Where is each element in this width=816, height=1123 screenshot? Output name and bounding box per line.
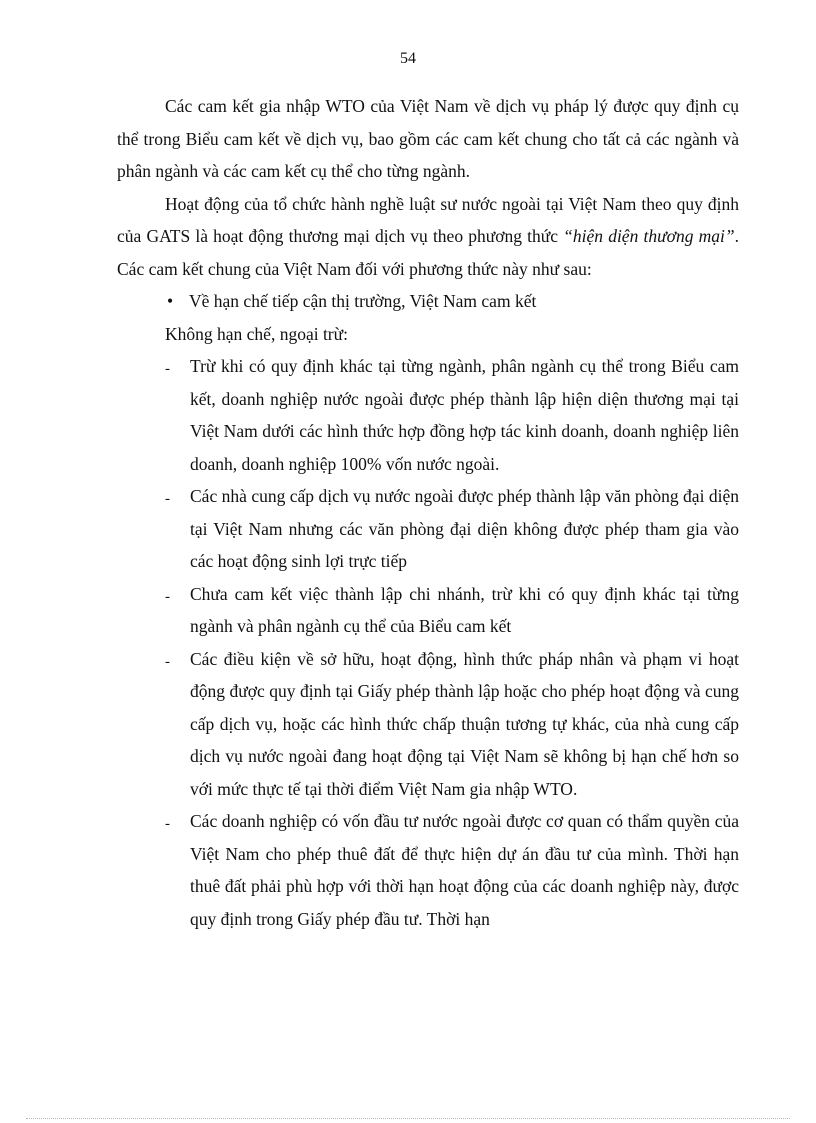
italic-term: “hiện diện thương mại” — [563, 226, 735, 246]
paragraph-text-start: Hoạt động của tổ chức hành nghề luật sư nước ngoài tại Việt Nam theo quy định của GATS là hoạt động thương mại dịch vụ theo phương thức — [117, 193, 739, 246]
list-item — [117, 805, 739, 935]
page-body — [117, 90, 739, 935]
paragraph-text-end: . Các cam kết chung của Việt Nam đối với phương thức này như sau: — [117, 226, 739, 279]
list-item — [117, 578, 739, 643]
page-bottom-divider — [26, 1118, 790, 1119]
bullet-icon: • — [167, 291, 174, 311]
dash-icon: - — [165, 491, 170, 507]
list-item — [117, 350, 739, 480]
list-item — [117, 480, 739, 578]
list-item-text: Các nhà cung cấp dịch vụ nước ngoài được phép thành lập văn phòng đại diện tại Việt Nam nhưng các văn phòng đại diện không được phép tham gia vào các hoạt động sinh lợi trực tiếp — [190, 486, 739, 571]
list-item-text: Các doanh nghiệp có vốn đầu tư nước ngoài được cơ quan có thẩm quyền của Việt Nam cho phép thuê đất để thực hiện dự án đầu tư của mình. Thời hạn thuê đất phải phù hợp với thời hạn hoạt động của các doanh nghiệp này, được quy định trong Giấy phép đầu tư. Thời hạn — [190, 811, 739, 929]
dash-icon: - — [165, 653, 170, 670]
page-number: 54 — [400, 50, 416, 67]
dash-icon: - — [165, 816, 170, 832]
bullet-text: Về hạn chế tiếp cận thị trường, Việt Nam cam kết — [189, 291, 537, 311]
paragraph-wto-commitments: Các cam kết gia nhập WTO của Việt Nam về dịch vụ pháp lý được quy định cụ thể trong Biểu cam kết về dịch vụ, bao gồm các cam kết chung cho tất cả các ngành và phân ngành và các cam kết cụ thể cho từng ngành. — [117, 96, 739, 181]
list-item-text: Các điều kiện về sở hữu, hoạt động, hình thức pháp nhân và phạm vi hoạt động được quy định tại Giấy phép thành lập hoặc cho phép hoạt động và cung cấp dịch vụ, hoặc các hình thức chấp thuận tương tự khác, của nhà cung cấp dịch vụ nước ngoài đang hoạt động tại Việt Nam sẽ không bị hạn chế hơn so với mức thực tế tại thời điểm Việt Nam gia nhập WTO. — [190, 648, 739, 799]
list-item — [117, 643, 739, 806]
list-item-text: Chưa cam kết việc thành lập chi nhánh, trừ khi có quy định khác tại từng ngành và phân ngành cụ thể của Biểu cam kết — [190, 583, 739, 636]
bullet-item-market-access — [117, 285, 739, 318]
lead-text: Không hạn chế, ngoại trừ: — [165, 323, 348, 344]
dash-icon: - — [165, 588, 170, 605]
dash-icon: - — [165, 361, 170, 377]
restriction-list — [117, 350, 739, 935]
list-item-text: Trừ khi có quy định khác tại từng ngành, phân ngành cụ thể trong Biểu cam kết, doanh nghiệp nước ngoài được phép thành lập hiện diện thương mại tại Việt Nam dưới các hình thức hợp đồng hợp tác kinh doanh, doanh nghiệp liên doanh, doanh nghiệp 100% vốn nước ngoài. — [190, 356, 739, 474]
paragraph-gats-commercial-presence — [117, 188, 739, 286]
